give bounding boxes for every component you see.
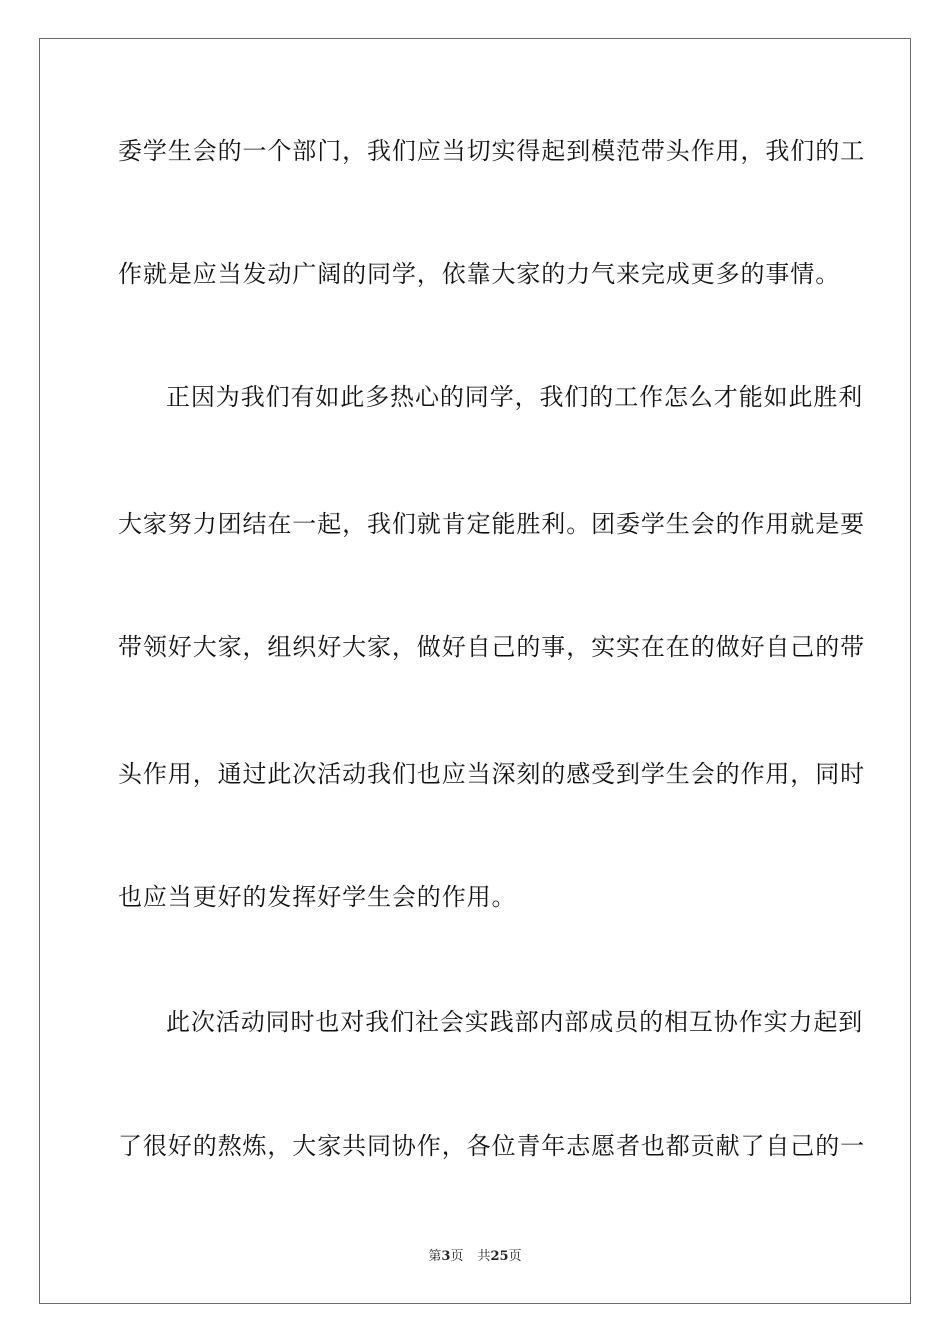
total-pages: 25 xyxy=(490,1249,509,1264)
text-line-2: 作就是应当发动广阔的同学，依靠大家的力气来完成更多的事情。 xyxy=(118,260,841,288)
page-footer xyxy=(0,1248,950,1266)
text-line-9: 了很好的熬炼，大家共同协作，各位青年志愿者也都贡献了自己的一 xyxy=(118,1132,865,1160)
text-line-6: 头作用，通过此次活动我们也应当深刻的感受到学生会的作用，同时 xyxy=(118,760,865,788)
text-line-3-paragraph-start: 正因为我们有如此多热心的同学，我们的工作怎么才能如此胜利 xyxy=(166,383,864,411)
page-suffix: 页 xyxy=(450,1249,464,1264)
page-prefix: 第 xyxy=(428,1249,442,1264)
text-line-4: 大家努力团结在一起，我们就肯定能胜利。团委学生会的作用就是要 xyxy=(118,510,865,538)
text-line-5: 带领好大家，组织好大家，做好自己的事，实实在在的做好自己的带 xyxy=(118,633,865,661)
text-line-7: 也应当更好的发挥好学生会的作用。 xyxy=(118,883,517,911)
total-prefix: 共 xyxy=(477,1249,491,1264)
page-number: 3 xyxy=(441,1249,451,1264)
total-suffix: 页 xyxy=(508,1249,522,1264)
text-line-1: 委学生会的一个部门，我们应当切实得起到模范带头作用，我们的工 xyxy=(118,137,865,165)
text-line-8-paragraph-start: 此次活动同时也对我们社会实践部内部成员的相互协作实力起到 xyxy=(166,1008,864,1036)
page-border xyxy=(39,38,911,1304)
